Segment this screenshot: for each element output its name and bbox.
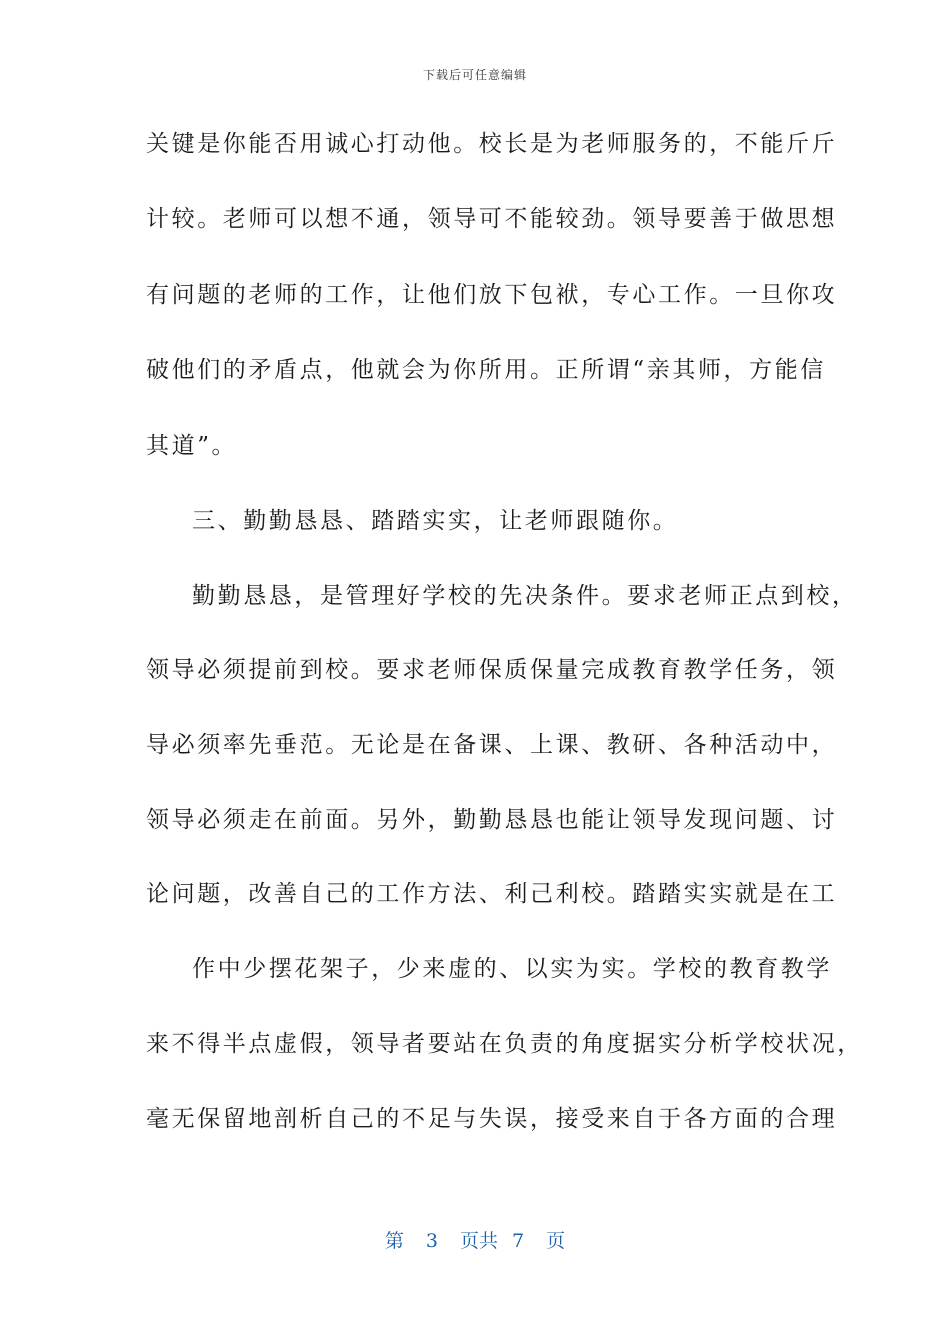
text-line: 勤勤恳恳，是管理好学校的先决条件。要求老师正点到校，: [192, 583, 858, 609]
text-line: 论问题，改善自己的工作方法、利己利校。踏踏实实就是在工: [146, 881, 838, 907]
text-line: 毫无保留地剖析自己的不足与失误，接受来自于各方面的合理: [146, 1106, 838, 1132]
section-heading: 三、勤勤恳恳、踏踏实实，让老师跟随你。: [192, 508, 679, 534]
footer-suffix: 页: [546, 1230, 566, 1252]
current-page-number: 3: [425, 1230, 438, 1252]
text-line: 有问题的老师的工作，让他们放下包袱，专心工作。一旦你攻: [146, 282, 838, 308]
text-line: 关键是你能否用诚心打动他。校长是为老师服务的，不能斤斤: [146, 131, 838, 157]
page-footer: [0, 1226, 950, 1253]
page-header-note: 下载后可任意编辑: [422, 68, 527, 82]
text-line: 计较。老师可以想不通，领导可不能较劲。领导要善于做思想: [146, 206, 838, 232]
text-line: 导必须率先垂范。无论是在备课、上课、教研、各种活动中，: [146, 732, 838, 758]
footer-prefix: 第: [384, 1230, 404, 1252]
text-line: 作中少摆花架子，少来虚的、以实为实。学校的教育教学: [192, 956, 832, 982]
text-line: 领导必须提前到校。要求老师保质保量完成教育教学任务，领: [146, 657, 838, 683]
text-line: 领导必须走在前面。另外，勤勤恳恳也能让领导发现问题、讨: [146, 807, 838, 833]
text-line: 来不得半点虚假，领导者要站在负责的角度据实分析学校状况，: [146, 1031, 863, 1057]
text-line: 破他们的矛盾点，他就会为你所用。正所谓“亲其师，方能信: [146, 357, 826, 383]
total-pages-number: 7: [512, 1230, 525, 1252]
footer-middle: 页共: [459, 1230, 498, 1252]
text-line: 其道”。: [146, 433, 238, 459]
